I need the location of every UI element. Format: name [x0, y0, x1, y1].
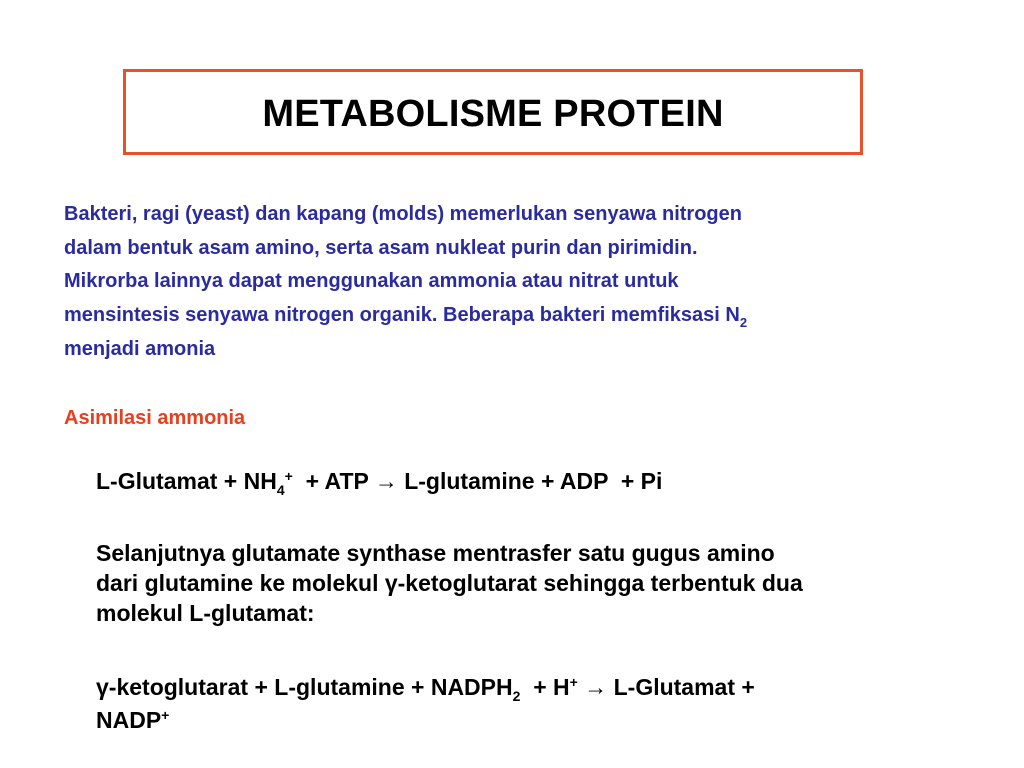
- equation-2-right: → L-Glutamat +: [577, 674, 755, 700]
- nadp-superscript: +: [161, 707, 170, 723]
- equation-2-proton: + H: [520, 674, 570, 700]
- intro-line-5: menjadi amonia: [64, 338, 216, 360]
- section-heading: Asimilasi ammonia: [64, 407, 246, 429]
- explanation-line-2: dari glutamine ke molekul γ-ketoglutarat sehingga terbentuk dua: [96, 570, 803, 596]
- equation-1-left: L-Glutamat + NH: [96, 468, 277, 494]
- explanation-line-1: Selanjutnya glutamate synthase mentrasfer satu gugus amino: [96, 540, 775, 566]
- equation-2-nadp: NADP: [96, 707, 162, 733]
- nh4-subscript: 4: [276, 482, 285, 498]
- nh4-superscript: +: [284, 468, 293, 484]
- equation-2-left: γ-ketoglutarat + L-glutamine + NADPH: [96, 674, 513, 700]
- page-title: METABOLISME PROTEIN: [262, 92, 724, 135]
- proton-superscript: +: [569, 674, 578, 690]
- n2-subscript: 2: [739, 314, 748, 330]
- intro-line-2: dalam bentuk asam amino, serta asam nukleat purin dan pirimidin.: [64, 236, 698, 259]
- intro-line-4: mensintesis senyawa nitrogen organik. Beberapa bakteri memfiksasi N: [64, 303, 740, 326]
- equation-2: [96, 672, 976, 738]
- intro-line-3: Mikrorba lainnya dapat menggunakan ammonia atau nitrat untuk: [64, 270, 679, 292]
- intro-paragraph: [64, 198, 964, 367]
- nadph-subscript: 2: [512, 688, 521, 704]
- equation-1-right: + ATP → L-glutamine + ADP + Pi: [292, 468, 663, 494]
- explanation-paragraph: [96, 538, 996, 628]
- explanation-line-3: molekul L-glutamat:: [96, 600, 315, 626]
- equation-1: [96, 466, 662, 499]
- title-box: [123, 69, 863, 155]
- intro-line-1: Bakteri, ragi (yeast) dan kapang (molds) memerlukan senyawa nitrogen: [64, 203, 742, 225]
